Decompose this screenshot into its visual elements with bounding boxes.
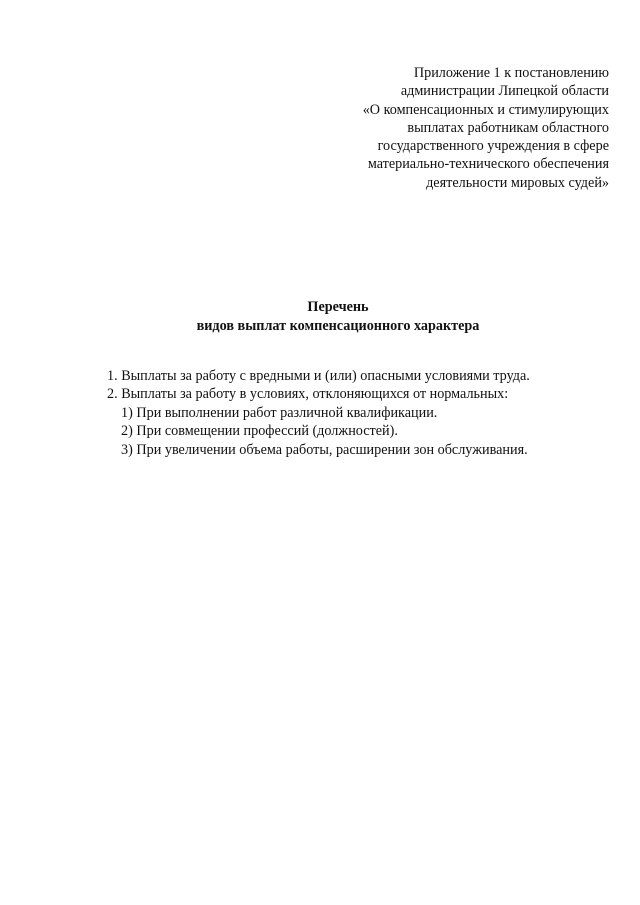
list-subitem: 1) При выполнении работ различной квалификации. (121, 404, 438, 421)
appendix-line: государственного учреждения в сфере (377, 138, 609, 155)
list-subitem: 3) При увеличении объема работы, расширении зон обслуживания. (121, 441, 528, 458)
heading-subtitle: видов выплат компенсационного характера (196, 317, 480, 334)
appendix-header (289, 64, 609, 192)
appendix-line: Приложение 1 к постановлению (413, 65, 609, 81)
list-item: 1. Выплаты за работу с вредными и (или) опасными условиями труда. (107, 368, 530, 384)
document-heading (0, 298, 640, 335)
list-subitem: 2) При совмещении профессий (должностей). (121, 423, 398, 440)
appendix-line: материально-технического обеспечения (367, 156, 609, 173)
appendix-line: деятельности мировых судей» (426, 174, 609, 191)
list-item: 2. Выплаты за работу в условиях, отклоняющихся от нормальных: (107, 386, 509, 403)
payments-list (107, 367, 607, 459)
appendix-line: выплатах работникам областного (407, 119, 609, 136)
appendix-line: «О компенсационных и стимулирующих (362, 101, 609, 118)
heading-title: Перечень (307, 299, 369, 315)
appendix-line: администрации Липецкой области (400, 83, 609, 100)
